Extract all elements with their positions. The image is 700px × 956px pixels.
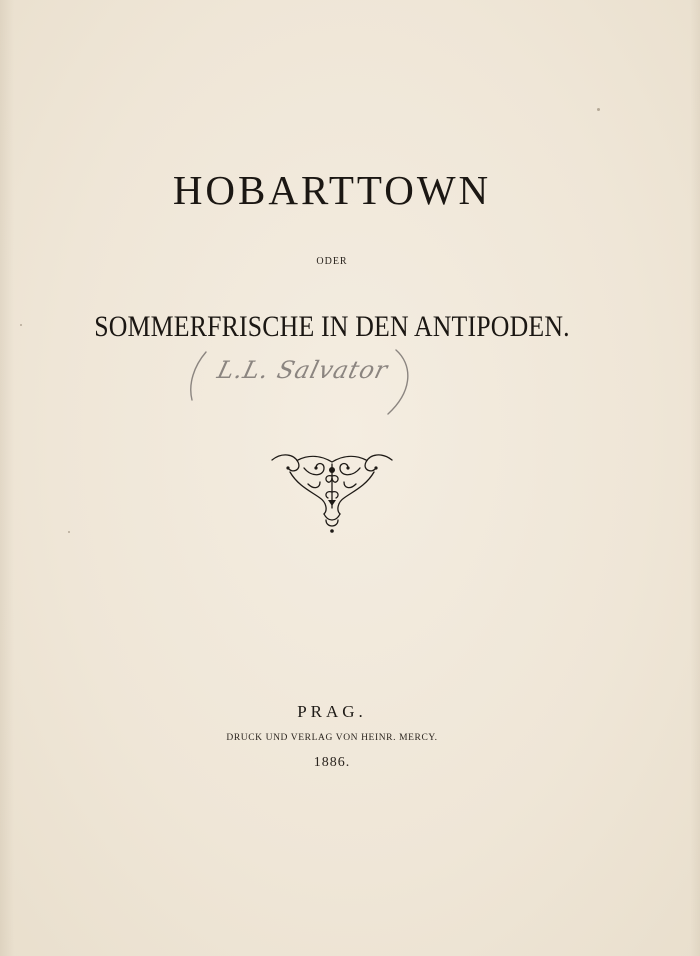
page-edge-shadow-right bbox=[690, 0, 700, 956]
pencil-annotation bbox=[184, 344, 420, 420]
page-edge-shadow-left bbox=[0, 0, 14, 956]
paper-speck bbox=[20, 324, 22, 326]
title-connector: ODER bbox=[316, 256, 348, 267]
pencil-annotation-text: L.L. Salvator bbox=[214, 356, 392, 384]
imprint-year: 1886. bbox=[313, 755, 351, 770]
paper-speck bbox=[68, 531, 70, 533]
floral-vignette-icon bbox=[268, 450, 396, 534]
imprint-place: PRAG. bbox=[297, 702, 367, 721]
book-subtitle: SOMMERFRISCHE IN DEN ANTIPODEN. bbox=[94, 310, 570, 343]
book-title: HOBARTTOWN bbox=[172, 167, 492, 213]
imprint-publisher: DRUCK UND VERLAG VON HEINR. MERCY. bbox=[226, 733, 438, 743]
paper-speck bbox=[597, 108, 600, 111]
